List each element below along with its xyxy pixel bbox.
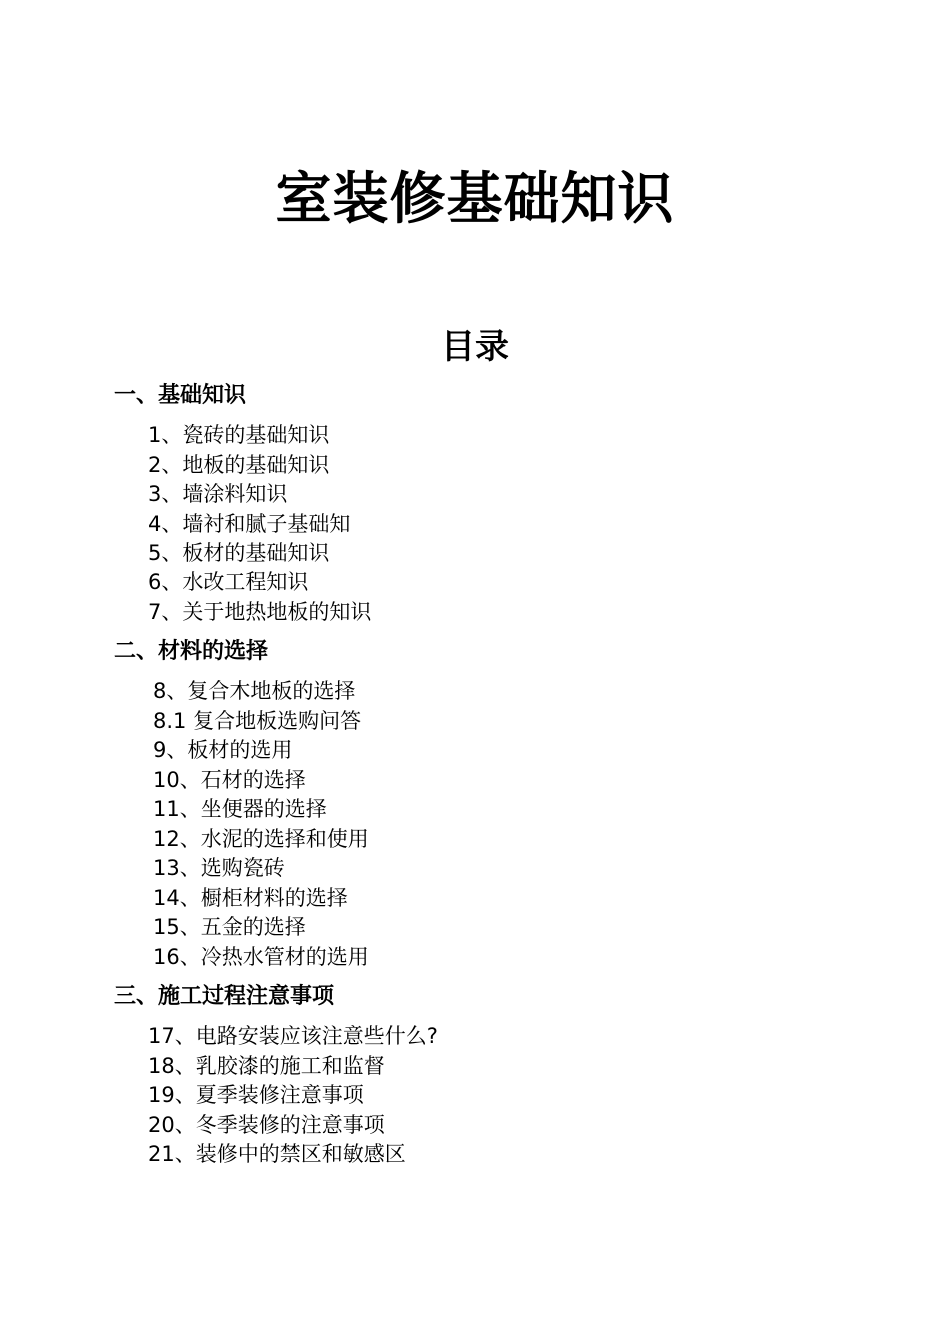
toc-item: 13、选购瓷砖 (153, 856, 285, 880)
toc-item: 3、墙涂料知识 (148, 482, 288, 506)
toc-item: 17、电路安装应该注意些什么? (148, 1024, 438, 1048)
toc-item: 21、装修中的禁区和敏感区 (148, 1142, 406, 1166)
toc-item: 1、瓷砖的基础知识 (148, 423, 330, 447)
toc-item: 9、板材的选用 (153, 738, 293, 762)
document-title: 室装修基础知识 (275, 167, 675, 232)
toc-item: 6、水改工程知识 (148, 570, 309, 594)
toc-item: 8、复合木地板的选择 (153, 679, 356, 703)
toc-item: 5、板材的基础知识 (148, 541, 330, 565)
toc-item: 16、冷热水管材的选用 (153, 945, 369, 969)
toc-item: 19、夏季装修注意事项 (148, 1083, 364, 1107)
toc-item: 14、橱柜材料的选择 (153, 886, 348, 910)
toc-item: 11、坐便器的选择 (153, 797, 327, 821)
toc-item: 7、关于地热地板的知识 (148, 600, 372, 624)
toc-item: 4、墙衬和腻子基础知 (148, 512, 351, 536)
toc-item: 18、乳胶漆的施工和监督 (148, 1054, 385, 1078)
toc-item: 20、冬季装修的注意事项 (148, 1113, 385, 1137)
toc-item: 15、五金的选择 (153, 915, 306, 939)
toc-section-title: 三、施工过程注意事项 (114, 984, 335, 1009)
toc-heading: 目录 (441, 327, 509, 367)
toc-item: 12、水泥的选择和使用 (153, 827, 369, 851)
toc-section-title: 一、基础知识 (114, 383, 247, 408)
toc-item: 10、石材的选择 (153, 768, 306, 792)
toc-item: 2、地板的基础知识 (148, 453, 330, 477)
toc-item: 8.1 复合地板选购问答 (153, 709, 362, 733)
toc-section-title: 二、材料的选择 (114, 639, 269, 664)
